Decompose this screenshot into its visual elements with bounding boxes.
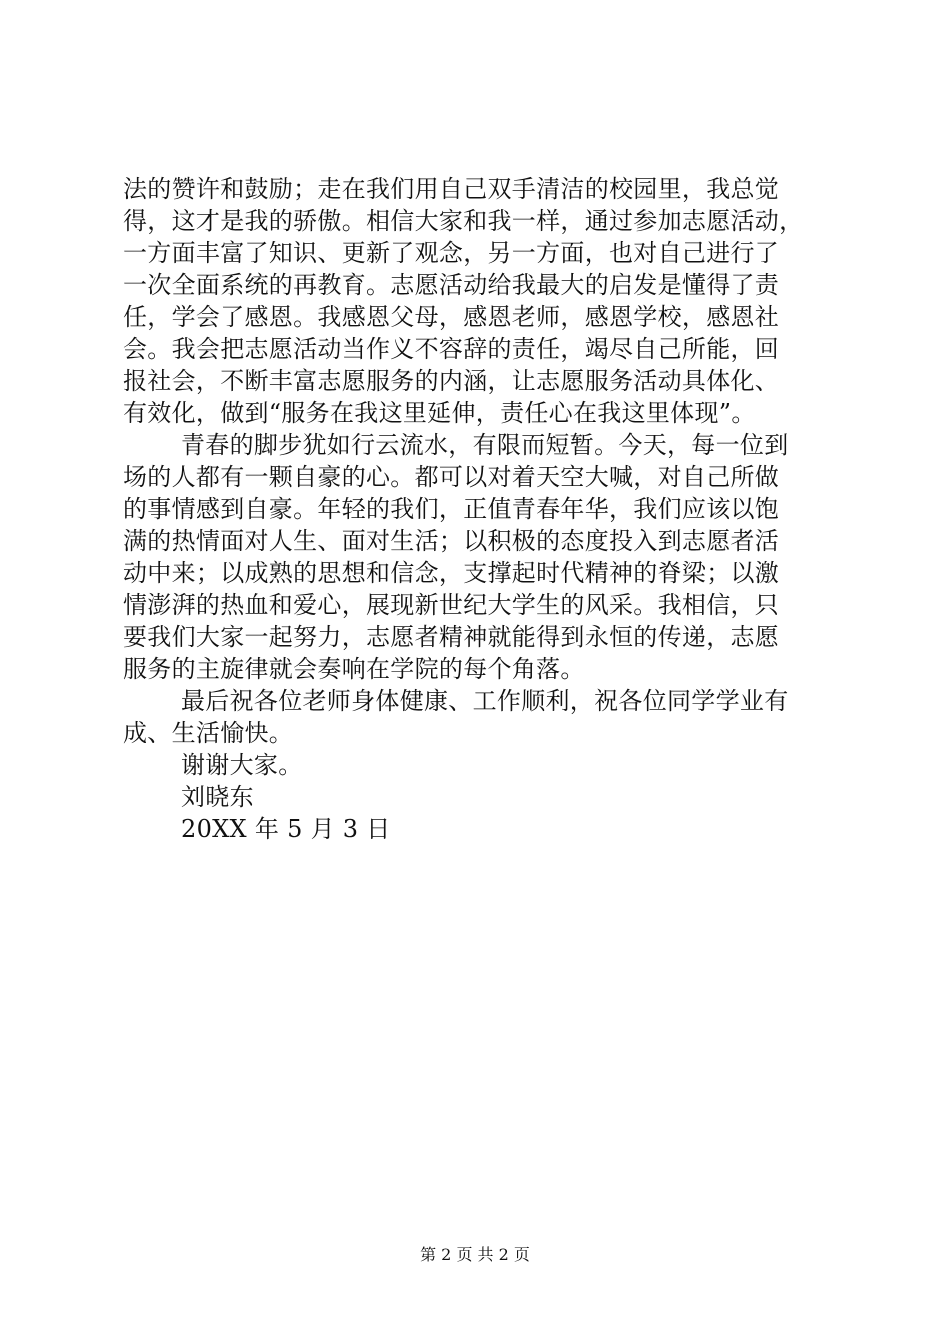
text-line: 法的赞许和鼓励；走在我们用自己双手清洁的校园里，我总觉 (123, 175, 780, 203)
paragraph-start-line: 青春的脚步犹如行云流水，有限而短暂。今天，每一位到 (181, 431, 789, 459)
text-line: 场的人都有一颗自豪的心。都可以对着天空大喊，对自己所做 (123, 463, 780, 491)
text-line: 一次全面系统的再教育。志愿活动给我最大的启发是懂得了责 (123, 271, 780, 299)
text-line: 动中来；以成熟的思想和信念，支撑起时代精神的脊梁；以激 (123, 559, 780, 587)
text-line: 成、生活愉快。 (123, 719, 294, 747)
signature-date: 20XX 年 5 月 3 日 (181, 815, 391, 843)
text-line: 任，学会了感恩。我感恩父母，感恩老师，感恩学校，感恩社 (123, 303, 780, 331)
text-line: 一方面丰富了知识、更新了观念，另一方面，也对自己进行了 (123, 239, 780, 267)
text-line: 报社会，不断丰富志愿服务的内涵，让志愿服务活动具体化、 (123, 367, 780, 395)
text-line: 有效化，做到“服务在我这里延伸，责任心在我这里体现”。 (123, 399, 756, 427)
page-footer (0, 1245, 950, 1265)
signature-name: 刘晓东 (181, 783, 254, 811)
text-line: 的事情感到自豪。年轻的我们，正值青春年华，我们应该以饱 (123, 495, 780, 523)
text-line: 情澎湃的热血和爱心，展现新世纪大学生的风采。我相信，只 (123, 591, 780, 619)
paragraph-start-line: 最后祝各位老师身体健康、工作顺利，祝各位同学学业有 (181, 687, 789, 715)
closing-thanks: 谢谢大家。 (181, 751, 303, 779)
document-body (123, 173, 833, 845)
text-line: 服务的主旋律就会奏响在学院的每个角落。 (123, 655, 585, 683)
page-number: 第 2 页 共 2 页 (420, 1245, 530, 1264)
text-line: 会。我会把志愿活动当作义不容辞的责任，竭尽自己所能，回 (123, 335, 780, 363)
text-line: 满的热情面对人生、面对生活；以积极的态度投入到志愿者活 (123, 527, 780, 555)
text-line: 要我们大家一起努力，志愿者精神就能得到永恒的传递，志愿 (123, 623, 780, 651)
text-line: 得，这才是我的骄傲。相信大家和我一样，通过参加志愿活动， (123, 207, 804, 235)
